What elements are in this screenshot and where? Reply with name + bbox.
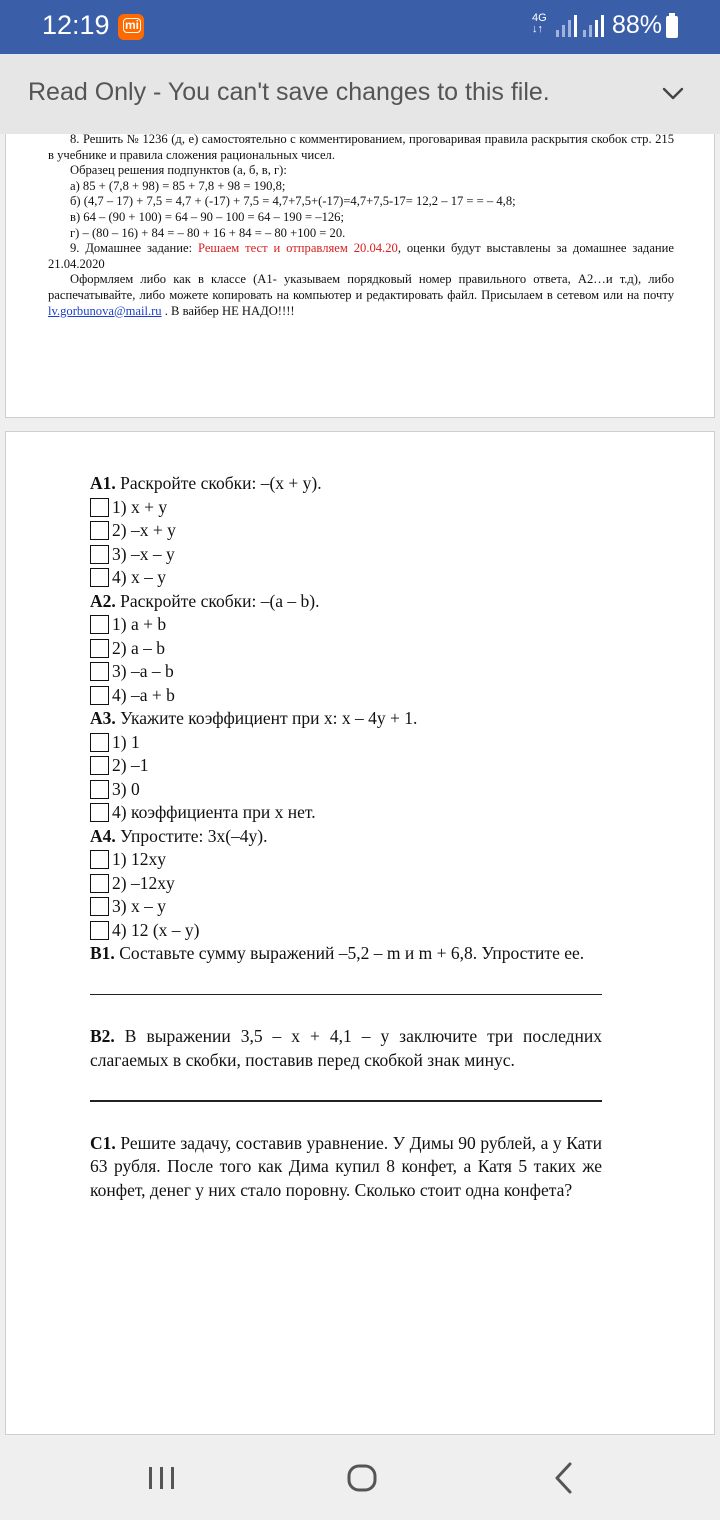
answer-option: 3) –a – b xyxy=(90,660,602,684)
email-link[interactable]: lv.gorbunova@mail.ru xyxy=(48,303,162,318)
navigation-bar xyxy=(0,1438,720,1520)
solution-c: в) 64 – (90 + 100) = 64 – 90 – 100 = 64 – 190 = –126; xyxy=(70,209,344,224)
answer-option: 1) x + y xyxy=(90,496,602,520)
answer-option: 1) 1 xyxy=(90,731,602,755)
document-page xyxy=(5,431,715,1435)
question-title: А2. Раскройте скобки: –(a – b). xyxy=(90,590,320,611)
battery-percent: 88% xyxy=(612,11,663,39)
question-a4 xyxy=(90,825,602,943)
answer-option: 3) x – y xyxy=(90,895,602,919)
checkbox[interactable] xyxy=(90,897,109,916)
solution-b: б) (4,7 – 17) + 7,5 = 4,7 + (-17) + 7,5 = 4,7+7,5+(-17)=4,7+7,5-17= 12,2 – 17 = = – 4,8; xyxy=(70,194,516,209)
checkbox[interactable] xyxy=(90,615,109,634)
checkbox[interactable] xyxy=(90,686,109,705)
checkbox[interactable] xyxy=(90,874,109,893)
answer-option: 4) x – y xyxy=(90,566,602,590)
solution-d: г) – (80 – 16) + 84 = – 80 + 16 + 84 = – 80 +100 = 20. xyxy=(70,225,346,240)
homework: 9. Домашнее задание: Решаем тест и отправляем 20.04.20, оценки будут выставлены за домашнее задание 21.04.2020 xyxy=(48,241,674,271)
mi-app-icon xyxy=(118,14,144,40)
chevron-down-icon[interactable] xyxy=(660,80,686,106)
checkbox[interactable] xyxy=(90,803,109,822)
task-b2: В2. В выражении 3,5 – x + 4,1 – y заключите три последних слагаемых в скобки, поставив перед скобкой знак минус. xyxy=(90,1026,602,1070)
answer-option: 2) –12xy xyxy=(90,872,602,896)
answer-line xyxy=(90,994,602,996)
quiz xyxy=(90,472,602,1202)
answer-option: 2) –x + y xyxy=(90,519,602,543)
lesson-plan-text xyxy=(48,132,674,319)
document-page xyxy=(5,134,715,418)
question-a1 xyxy=(90,472,602,590)
instructions: Оформляем либо как в классе (А1- указываем порядковый номер правильного ответа, А2…и т.д), либо распечатывайте, либо можете копировать на компьютер и редактировать файл. Присылаем в сетевом или на почту lv.gorbunova@mail.ru . В вайбер НЕ НАДО!!!! xyxy=(48,272,674,318)
answer-option: 4) 12 (x – y) xyxy=(90,919,602,943)
signal-icon xyxy=(582,14,604,38)
checkbox[interactable] xyxy=(90,850,109,869)
recent-apps-icon[interactable] xyxy=(142,1458,182,1498)
sample-heading: Образец решения подпунктов (а, б, в, г): xyxy=(70,163,287,178)
checkbox[interactable] xyxy=(90,921,109,940)
battery-icon xyxy=(666,16,678,38)
back-icon[interactable] xyxy=(544,1458,584,1498)
answer-option: 3) 0 xyxy=(90,778,602,802)
status-time: 12:19 xyxy=(42,10,110,40)
checkbox[interactable] xyxy=(90,568,109,587)
signal-icon xyxy=(555,14,577,38)
checkbox[interactable] xyxy=(90,756,109,775)
answer-option: 4) коэффициента при x нет. xyxy=(90,801,602,825)
checkbox[interactable] xyxy=(90,545,109,564)
checkbox[interactable] xyxy=(90,733,109,752)
question-a2 xyxy=(90,590,602,708)
task-b1: В1. Составьте сумму выражений –5,2 – m и m + 6,8. Упростите ее. xyxy=(90,943,585,963)
task-c1: С1. Решите задачу, составив уравнение. У Димы 90 рублей, а у Кати 63 рубля. После того как Дима купил 8 конфет, а Катя 5 таких же конфет, денег у них стало поровну. Сколько стоит одна конфета? xyxy=(90,1132,602,1200)
answer-option: 2) –1 xyxy=(90,754,602,778)
answer-option: 1) 12xy xyxy=(90,848,602,872)
homework-deadline: Решаем тест и отправляем 20.04.20 xyxy=(197,241,398,256)
checkbox[interactable] xyxy=(90,780,109,799)
checkbox[interactable] xyxy=(90,521,109,540)
status-bar xyxy=(0,0,720,54)
answer-line xyxy=(90,1100,602,1102)
answer-option: 3) –x – y xyxy=(90,543,602,567)
question-title: А3. Укажите коэффициент при x: x – 4y + 1. xyxy=(90,708,418,728)
checkbox[interactable] xyxy=(90,639,109,658)
task-8: 8. Решить № 1236 (д, е) самостоятельно с комментированием, проговаривая правила раскрытия скобок стр. 215 в учебнике и правила сложения рациональных чисел. xyxy=(48,132,674,162)
question-title: А4. Упростите: 3x(–4y). xyxy=(90,825,268,846)
question-a3 xyxy=(90,707,602,825)
checkbox[interactable] xyxy=(90,662,109,681)
answer-option: 4) –a + b xyxy=(90,684,602,708)
question-title: А1. Раскройте скобки: –(x + y). xyxy=(90,473,322,493)
checkbox[interactable] xyxy=(90,498,109,517)
answer-option: 2) a – b xyxy=(90,637,602,661)
network-type: 4G ↓↑ xyxy=(532,12,547,35)
solution-a: а) 85 + (7,8 + 98) = 85 + 7,8 + 98 = 190,8; xyxy=(70,178,286,193)
home-icon[interactable] xyxy=(342,1458,382,1498)
read-only-message: Read Only - You can't save changes to this file. xyxy=(28,78,550,106)
read-only-banner[interactable] xyxy=(0,54,720,134)
answer-option: 1) a + b xyxy=(90,613,602,637)
